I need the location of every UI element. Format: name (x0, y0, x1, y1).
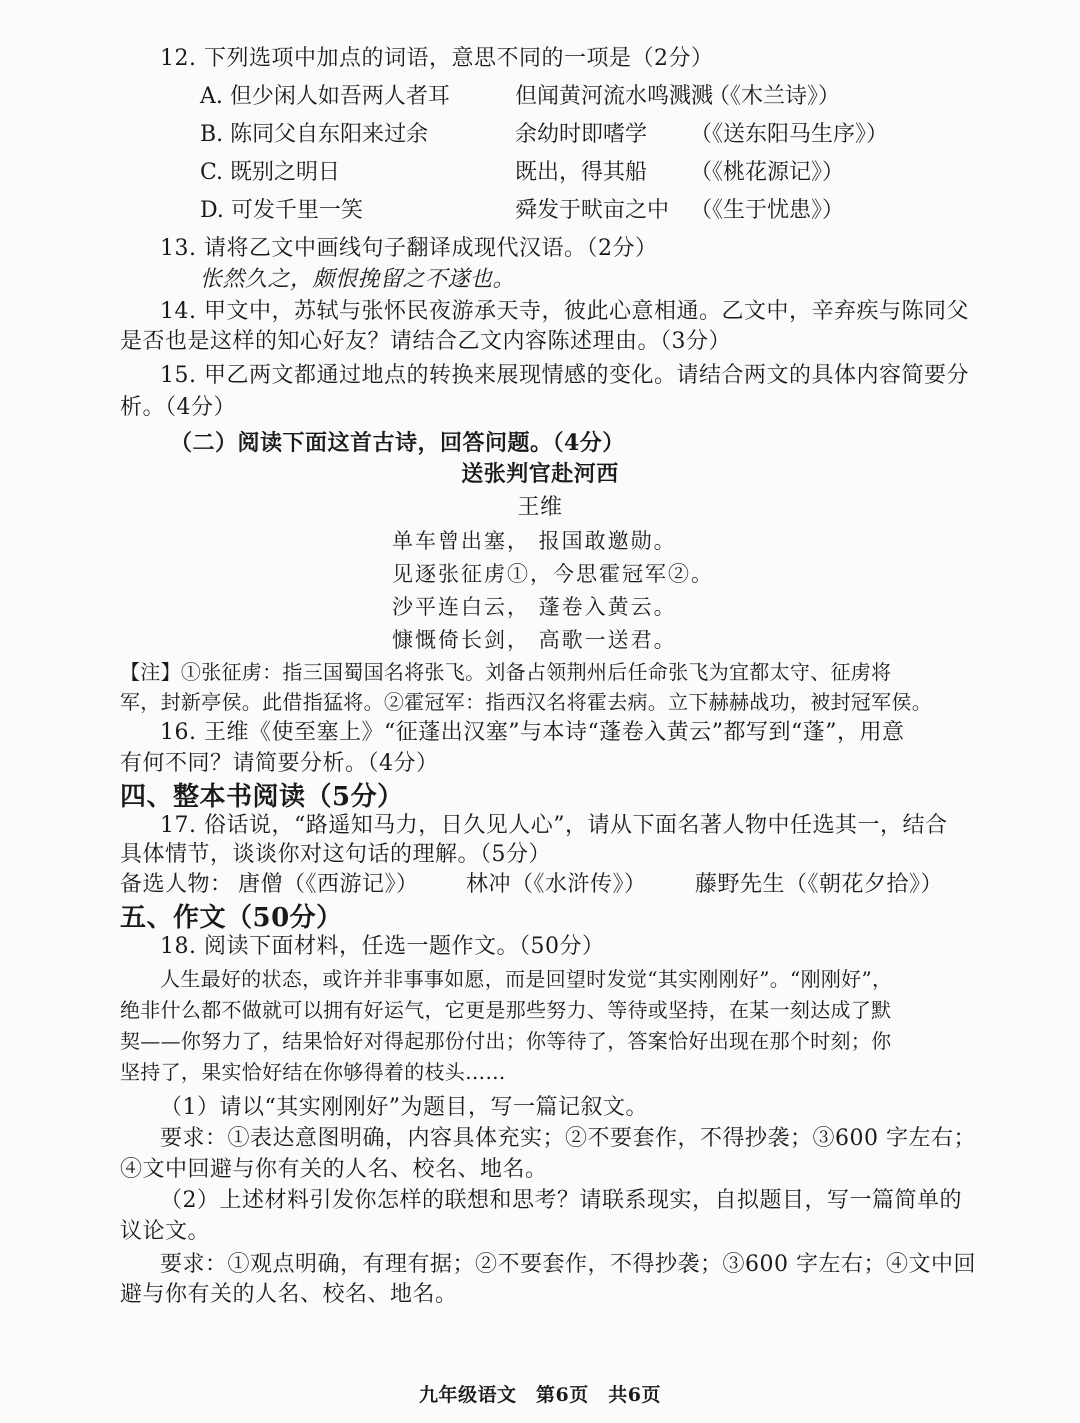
task1-requirement-line1: 要求：①表达意图明确，内容具体充实；②不要套作，不得抄袭；③600 字左右； (160, 1126, 976, 1151)
poem-author: 王维 (517, 495, 563, 520)
q12-option-a-pair: 但闻黄河流水鸣溅溅 (515, 84, 714, 109)
task1: （1）请以“其实刚刚好”为题目，写一篇记叙文。 (160, 1095, 648, 1120)
poem-note-line2: 军，封新亭侯。此借指猛将。②霍冠军：指西汉名将霍去病。立下赫赫战功，被封冠军侯。 (120, 690, 932, 714)
task1-requirement-line2: ④文中回避与你有关的人名、校名、地名。 (120, 1157, 548, 1182)
task2-line1: （2）上述材料引发你怎样的联想和思考？请联系现实，自拟题目，写一篇简单的 (160, 1188, 962, 1213)
material-line-4: 坚持了，果实恰好结在你够得着的枝头…… (120, 1060, 506, 1084)
poem-line-1: 单车曾出塞， 报国敢邀勋。 (392, 529, 677, 553)
poem-line-4: 慷慨倚长剑， 高歌一送君。 (392, 628, 677, 652)
character-option-1: 唐僧（《西游记》） (238, 872, 419, 897)
q12-option-c-pair: 既出，得其船 (515, 160, 648, 185)
material-line-1: 人生最好的状态，或许并非事事如愿，而是回望时发觉“其实刚刚好”。“刚刚好”， (160, 967, 893, 991)
q15-line1: 15. 甲乙两文都通过地点的转换来展现情感的变化。请结合两文的具体内容简要分 (160, 363, 969, 388)
task2-requirement-line1: 要求：①观点明确，有理有据；②不要套作，不得抄袭；③600 字左右；④文中回 (160, 1252, 976, 1277)
character-option-3: 藤野先生（《朝花夕拾》） (695, 872, 944, 897)
q12-option-d-pair: 舜发于畎亩之中 (515, 198, 670, 223)
q18-stem: 18. 阅读下面材料，任选一题作文。（50分） (160, 934, 605, 959)
q12-option-a-source: （《木兰诗》） (708, 84, 841, 109)
q15-line2: 析。（4分） (120, 395, 236, 420)
poem-line-3: 沙平连白云， 蓬卷入黄云。 (392, 595, 677, 619)
q13-stem: 13. 请将乙文中画线句子翻译成现代汉语。（2分） (160, 236, 658, 261)
q12-option-b-source: （《送东阳马生序》） (690, 122, 889, 147)
q12-option-b-pair: 余幼时即嗜学 (515, 122, 648, 147)
q16-line2: 有何不同？请简要分析。（4分） (120, 751, 439, 776)
section-heading-poem: （二）阅读下面这首古诗，回答问题。（4分） (170, 430, 625, 456)
q17-line1: 17. 俗话说，“路遥知马力，日久见人心”，请从下面名著人物中任选其一，结合 (160, 813, 948, 838)
section4-heading: 四、整本书阅读（5分） (120, 782, 404, 812)
page-footer: 九年级语文 第6页 共6页 (419, 1384, 661, 1406)
q16-line1: 16. 王维《使至塞上》“征蓬出汉塞”与本诗“蓬卷入黄云”都写到“蓬”，用意 (160, 720, 905, 745)
material-line-3: 契——你努力了，结果恰好对得起那份付出；你等待了，答案恰好出现在那个时刻；你 (120, 1029, 892, 1053)
material-line-2: 绝非什么都不做就可以拥有好运气，它更是那些努力、等待或坚持，在某一刻达成了默 (120, 998, 892, 1022)
q12-option-b-label: B. 陈同父自东阳来过余 (200, 122, 429, 147)
q14-line1: 14. 甲文中，苏轼与张怀民夜游承天寺，彼此心意相通。乙文中，辛弃疾与陈同父 (160, 299, 969, 324)
q12-option-c-label: C. 既别之明日 (200, 160, 341, 185)
q12-stem: 12. 下列选项中加点的词语，意思不同的一项是（2分） (160, 46, 714, 71)
section5-heading: 五、作文（50分） (120, 903, 343, 933)
poem-note-line1: 【注】①张征虏：指三国蜀国名将张飞。刘备占领荆州后任命张飞为宜都太守、征虏将 (120, 660, 892, 684)
characters-label: 备选人物： (120, 872, 233, 897)
q13-sentence: 怅然久之，颇恨挽留之不遂也。 (200, 267, 516, 292)
character-option-2: 林冲（《水浒传》） (466, 872, 647, 897)
q14-line2: 是否也是这样的知心好友？请结合乙文内容陈述理由。（3分） (120, 329, 731, 354)
poem-line-2: 见逐张征虏①，今思霍冠军②。 (392, 562, 714, 586)
q12-option-d-label: D. 可发千里一笑 (200, 198, 363, 223)
q12-option-a-label: A. 但少闲人如吾两人者耳 (200, 84, 450, 109)
q12-option-c-source: （《桃花源记》） (690, 160, 845, 185)
q12-option-d-source: （《生于忧患》） (690, 198, 845, 223)
task2-requirement-line2: 避与你有关的人名、校名、地名。 (120, 1282, 458, 1307)
q17-line2: 具体情节，谈谈你对这句话的理解。（5分） (120, 842, 551, 867)
task2-line2: 议论文。 (120, 1219, 211, 1244)
poem-title: 送张判官赴河西 (461, 461, 619, 487)
